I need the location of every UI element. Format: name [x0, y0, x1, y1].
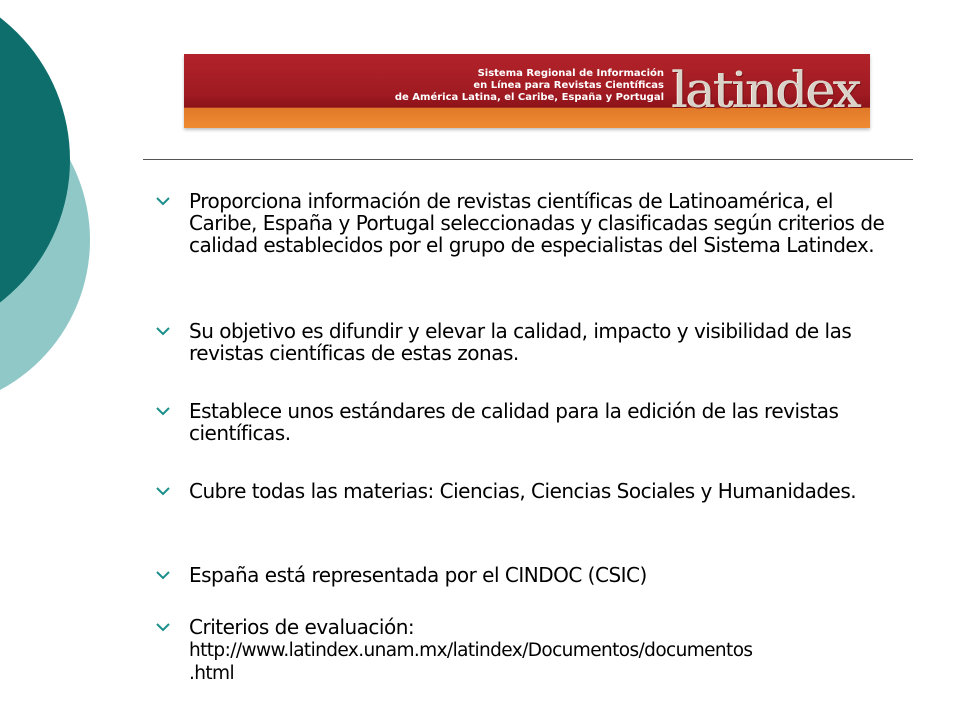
- criteria-label: Criterios de evaluación:: [189, 615, 415, 639]
- bullet-text: Su objetivo es difundir y elevar la calidad, impacto y visibilidad de las revistas científicas de estas zonas.: [189, 319, 852, 365]
- chevron-down-icon: [155, 485, 171, 497]
- chevron-down-icon: [155, 621, 171, 633]
- divider-line: [143, 159, 913, 160]
- bullet-text: Proporciona información de revistas científicas de Latinoamérica, el Caribe, España y Portugal seleccionadas y clasificadas según criterios de calidad establecidos por el grupo de especialistas del Sistema Latindex.: [189, 189, 885, 257]
- decorative-circles: [0, 0, 120, 420]
- latindex-banner: [184, 54, 870, 128]
- latindex-logo: latindex: [672, 61, 860, 119]
- banner-line-1: Sistema Regional de Información: [477, 68, 664, 79]
- bullet-text: Cubre todas las materias: Ciencias, Ciencias Sociales y Humanidades.: [189, 479, 857, 503]
- banner-tagline: [394, 68, 664, 104]
- chevron-down-icon: [155, 195, 171, 207]
- bullet-text: Establece unos estándares de calidad para la edición de las revistas científicas.: [189, 399, 839, 445]
- bullet-text: [189, 616, 899, 685]
- banner-line-3: de América Latina, el Caribe, España y Portugal: [394, 92, 664, 103]
- bullet-text: España está representada por el CINDOC (CSIC): [189, 563, 647, 587]
- chevron-down-icon: [155, 569, 171, 581]
- chevron-down-icon: [155, 405, 171, 417]
- banner-line-2: en Línea para Revistas Científicas: [473, 80, 664, 91]
- criteria-url-link[interactable]: http://www.latindex.unam.mx/latindex/Documentos/documentos .html: [189, 640, 753, 684]
- chevron-down-icon: [155, 325, 171, 337]
